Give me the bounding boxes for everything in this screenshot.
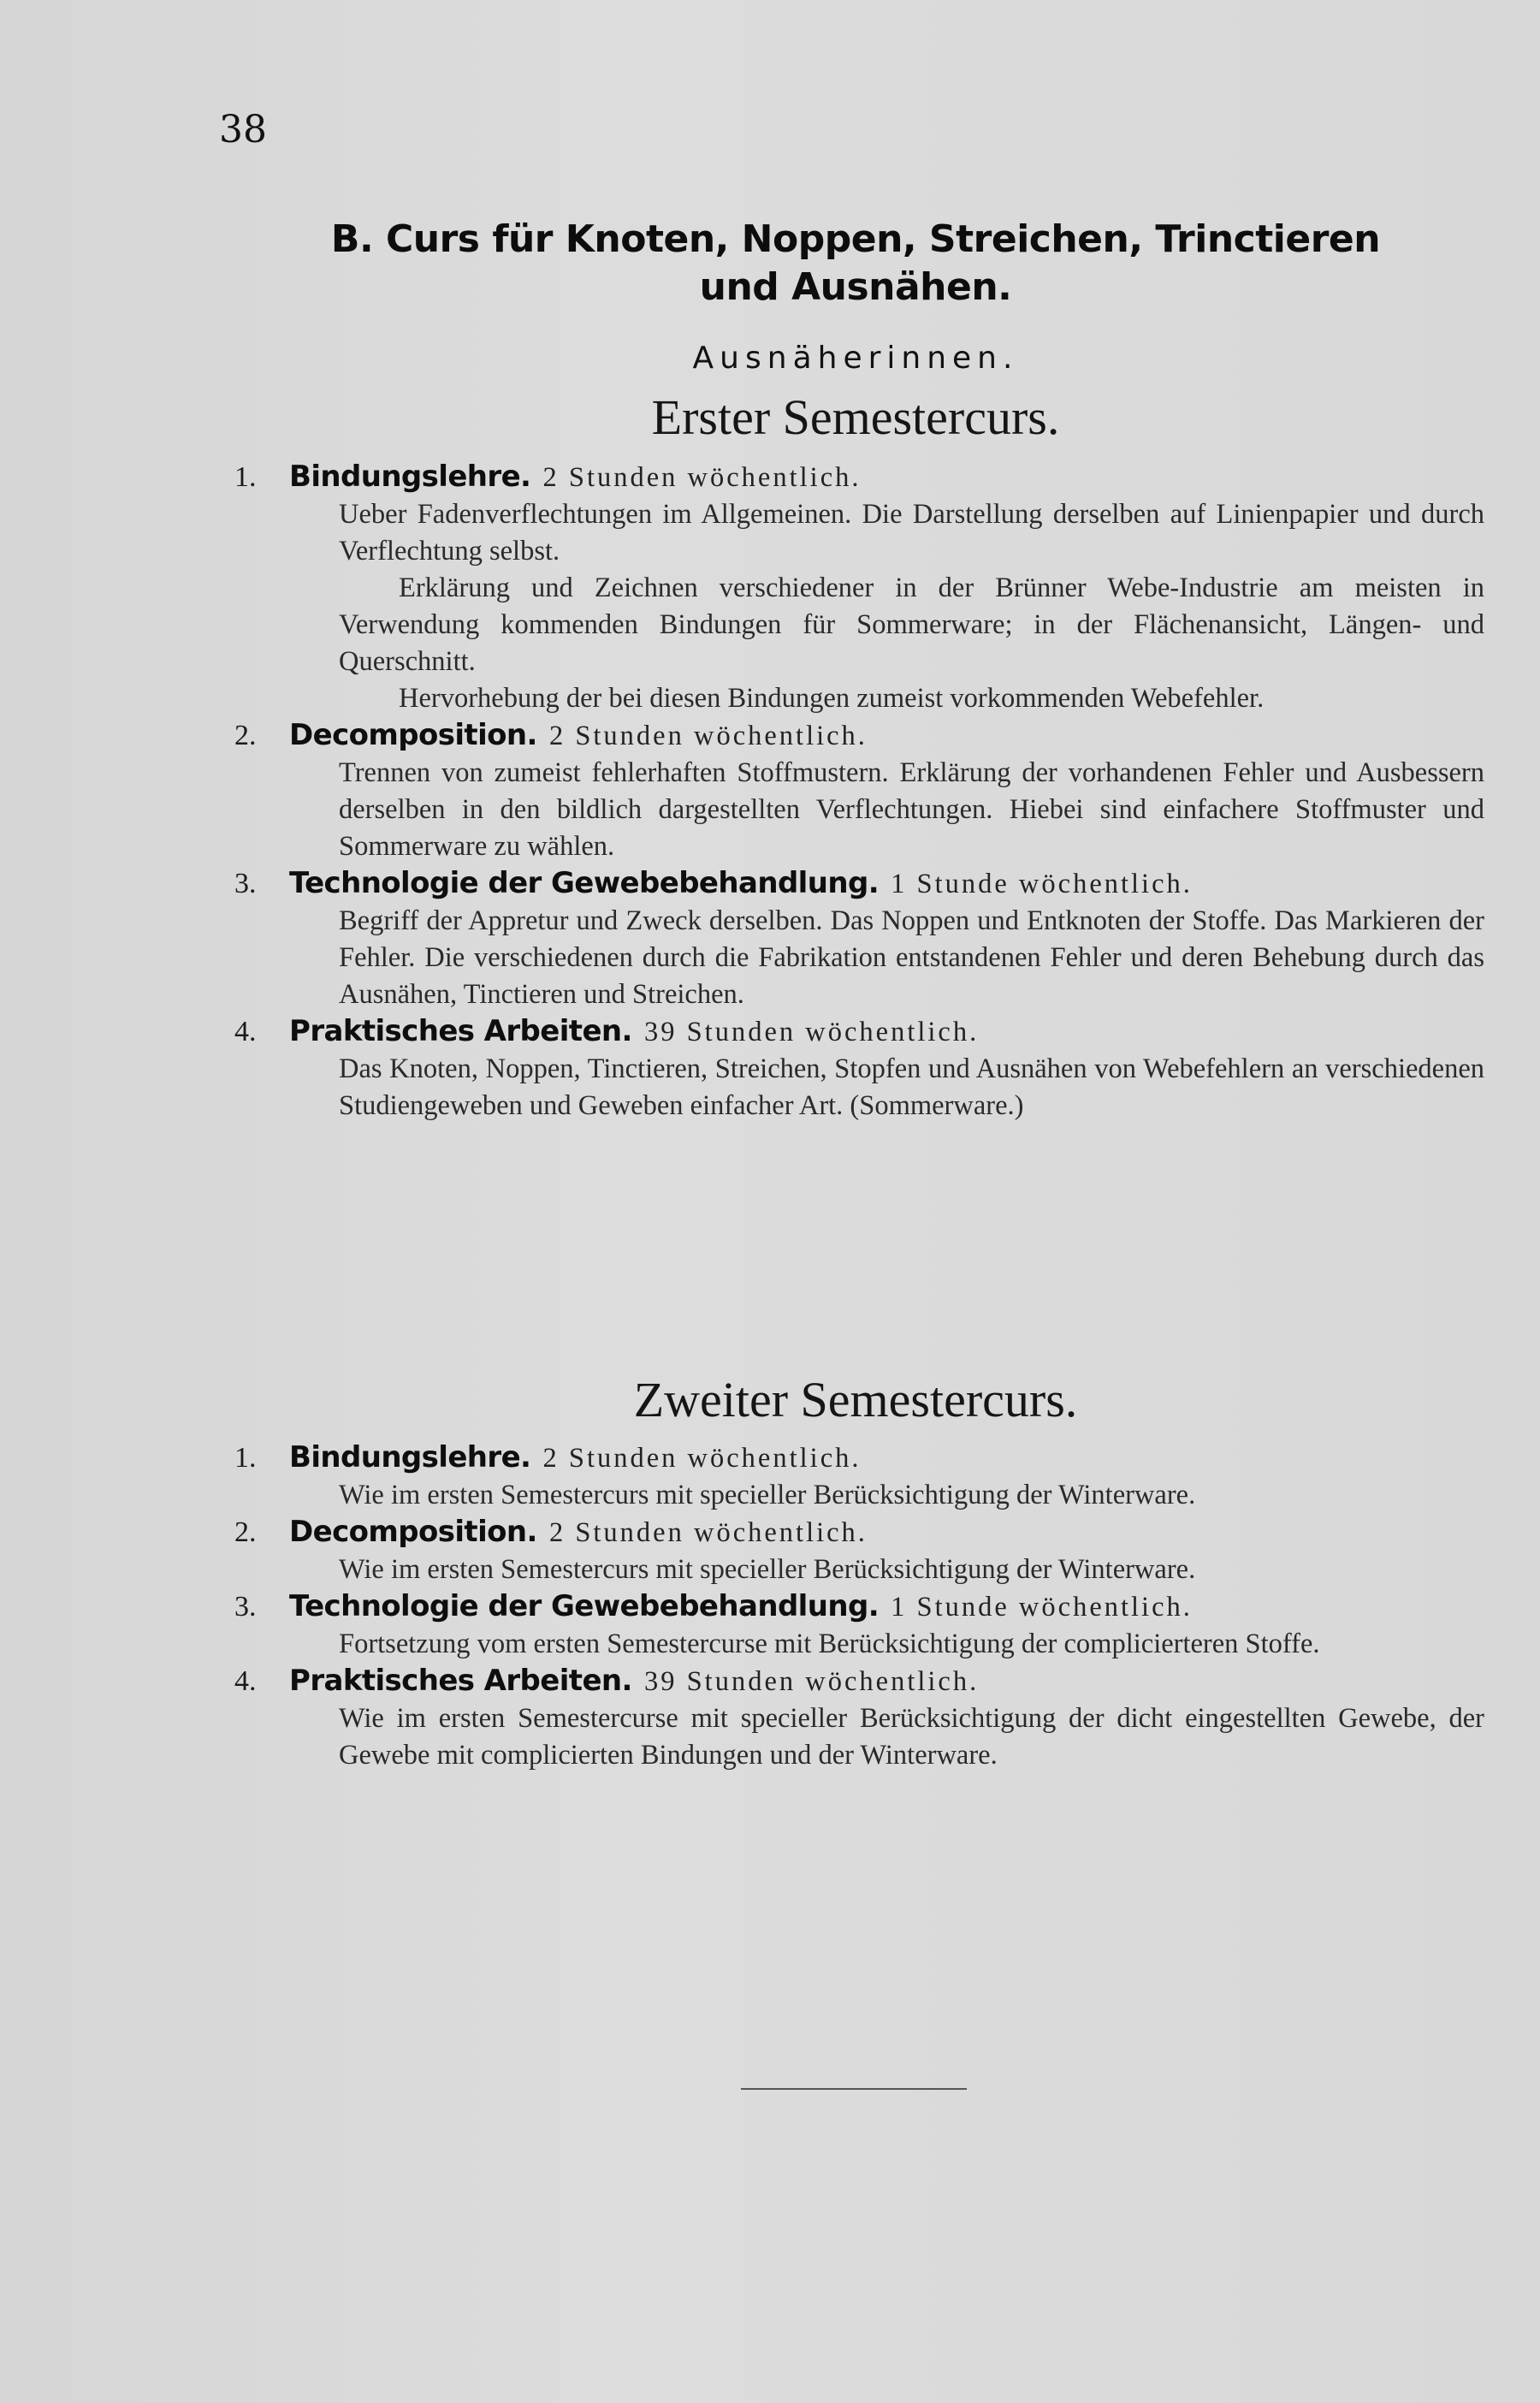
course-description: Begriff der Appretur und Zweck derselben. Das Noppen und Entknoten der Stoffe. Das Markieren der Fehler. Die verschiedenen durch die Fabrikation entstandenen Fehler und deren Behebung durch das Ausnähen, Tinctieren und Streichen.: [339, 905, 1484, 1010]
course-description: Fortsetzung vom ersten Semestercurse mit Berücksichtigung der complicierteren Stoffe.: [339, 1629, 1320, 1659]
course-description: Wie im ersten Semestercurs mit specieller Berücksichtigung der Winterware.: [339, 1554, 1196, 1585]
item-number: 4.: [234, 1665, 257, 1697]
course-description: Hervorhebung der bei diesen Bindungen zumeist vorkommenden Webefehler.: [399, 683, 1265, 714]
course-list-first-semester: [231, 459, 1484, 1124]
course-hours: 2 Stunden wöchentlich.: [542, 1443, 862, 1474]
list-item: [231, 1439, 1484, 1514]
list-item: [231, 1588, 1484, 1663]
course-heading: [234, 1514, 1484, 1552]
course-heading: [234, 1588, 1484, 1626]
semester-title-second: Zweiter Semestercurs.: [633, 1372, 1078, 1427]
item-number: 1.: [234, 461, 257, 493]
item-number: 2.: [234, 1516, 257, 1548]
item-number: 4.: [234, 1016, 257, 1047]
list-item: [231, 459, 1484, 717]
list-item: [231, 865, 1484, 1013]
course-hours: 2 Stunden wöchentlich.: [548, 721, 868, 751]
course-name: Decomposition.: [289, 718, 537, 752]
semester-title-first: Erster Semestercurs.: [651, 389, 1060, 445]
course-list-second-semester: [231, 1439, 1484, 1774]
course-heading: [234, 717, 1484, 755]
course-description: Erklärung und Zeichnen verschiedener in der Brünner Webe-Industrie am meisten in Verwendung kommenden Bindungen für Sommerware; in der Flächenansicht, Längen- und Querschnitt.: [339, 573, 1484, 677]
course-hours: 2 Stunden wöchentlich.: [548, 1517, 868, 1548]
page-number: 38: [219, 108, 267, 151]
course-heading: [234, 459, 1484, 496]
course-description: Wie im ersten Semestercurse mit specieller Berücksichtigung der dicht eingestellten Gewebe, der Gewebe mit complicierten Bindungen und der Winterware.: [339, 1703, 1484, 1771]
course-name: Bindungslehre.: [289, 1440, 531, 1474]
course-name: Technologie der Gewebebehandlung.: [289, 866, 880, 900]
course-heading: [234, 1663, 1484, 1700]
course-hours: 2 Stunden wöchentlich.: [542, 462, 862, 493]
list-item: [231, 1663, 1484, 1774]
item-number: 1.: [234, 1442, 257, 1474]
course-description: Das Knoten, Noppen, Tinctieren, Streichen, Stopfen und Ausnähen von Webefehlern an verschiedenen Studiengeweben und Geweben einfacher Art. (Sommerware.): [339, 1053, 1484, 1121]
section-heading: B. Curs für Knoten, Noppen, Streichen, Trinctieren und Ausnähen.: [330, 217, 1381, 309]
item-number: 2.: [234, 720, 257, 751]
course-name: Praktisches Arbeiten.: [289, 1664, 632, 1698]
section-subheading: Ausnäherinnen.: [692, 341, 1019, 376]
item-number: 3.: [234, 1591, 257, 1623]
course-hours: 39 Stunden wöchentlich.: [643, 1666, 980, 1697]
course-hours: 1 Stunde wöchentlich.: [891, 869, 1193, 899]
course-heading: [234, 1439, 1484, 1477]
item-number: 3.: [234, 868, 257, 899]
list-item: [231, 1013, 1484, 1124]
course-heading: [234, 1013, 1484, 1051]
course-description: Wie im ersten Semestercurs mit specieller Berücksichtigung der Winterware.: [339, 1480, 1196, 1510]
course-hours: 1 Stunde wöchentlich.: [891, 1592, 1193, 1623]
course-heading: [234, 865, 1484, 903]
list-item: [231, 717, 1484, 865]
course-description: Ueber Fadenverflechtungen im Allgemeinen. Die Darstellung derselben auf Linienpapier und durch Verflechtung selbst.: [339, 499, 1484, 567]
course-name: Bindungslehre.: [289, 460, 531, 494]
list-item: [231, 1514, 1484, 1588]
course-name: Technologie der Gewebebehandlung.: [289, 1589, 880, 1623]
course-hours: 39 Stunden wöchentlich.: [643, 1017, 980, 1047]
course-description: Trennen von zumeist fehlerhaften Stoffmustern. Erklärung der vorhandenen Fehler und Ausbessern derselben in den bildlich dargestellten Verflechtungen. Hiebei sind einfachere Stoffmuster und Sommerware zu wählen.: [339, 757, 1484, 862]
course-name: Decomposition.: [289, 1515, 537, 1549]
divider-rule: [741, 2088, 967, 2090]
course-name: Praktisches Arbeiten.: [289, 1014, 632, 1048]
